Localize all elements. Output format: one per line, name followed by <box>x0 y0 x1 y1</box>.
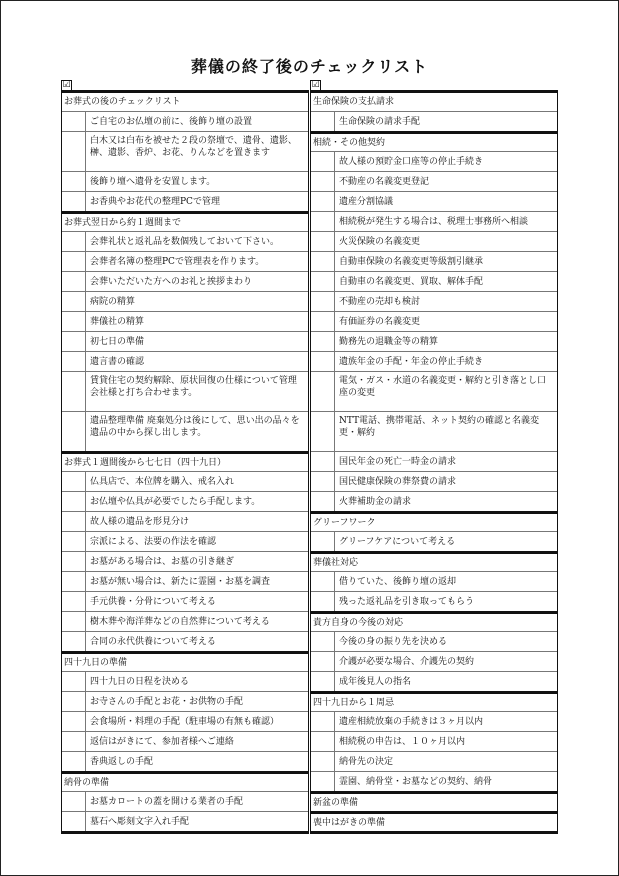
checklist-item-text: 納骨先の決定 <box>339 757 394 767</box>
check-icon: ☑ <box>311 79 320 90</box>
checklist-item-text: 返信はがきにて、参加者様へご連絡 <box>90 737 234 747</box>
checkbox-cell[interactable] <box>311 772 335 791</box>
section-heading: 相続・その他契約 <box>311 132 557 151</box>
checklist-row <box>62 751 308 771</box>
section-heading: 納骨の準備 <box>62 772 308 791</box>
checkbox-cell[interactable] <box>311 152 335 171</box>
checkbox-cell[interactable] <box>62 372 86 411</box>
checkbox-cell[interactable] <box>62 252 86 271</box>
checkbox-cell[interactable] <box>62 472 86 491</box>
checklist-row <box>62 711 308 731</box>
checklist-section <box>310 792 558 812</box>
checklist-row <box>62 631 308 651</box>
checklist-item-text: お墓カロートの蓋を開ける業者の手配 <box>90 797 244 807</box>
checkbox-cell[interactable] <box>62 172 86 191</box>
checkbox-cell[interactable] <box>311 752 335 771</box>
checklist-section <box>310 512 558 552</box>
section-heading: お葬式翌日から約１週間まで <box>62 212 308 231</box>
checkbox-cell[interactable] <box>62 512 86 531</box>
checkbox-cell[interactable] <box>311 732 335 751</box>
checklist-row <box>62 791 308 811</box>
checklist-row <box>62 251 308 271</box>
checklist-section <box>310 812 558 832</box>
checkbox-cell[interactable] <box>311 212 335 231</box>
checklist-item-text: 成年後見人の指名 <box>339 677 412 687</box>
checkbox-cell[interactable] <box>311 292 335 311</box>
checklist-item-text: 香典返しの手配 <box>90 757 154 767</box>
section-heading: 四十九日から１周忌 <box>311 692 557 711</box>
checklist-item-text: 宗派による、法要の作法を確認 <box>90 537 217 547</box>
left-column <box>61 79 309 834</box>
checklist-section <box>61 652 309 772</box>
checklist-row <box>311 251 557 271</box>
section-heading: 生命保険の支払請求 <box>311 92 557 111</box>
checklist-row <box>62 371 308 411</box>
section-heading: 喪中はがきの準備 <box>311 812 557 831</box>
checklist-table <box>310 91 558 834</box>
checkbox-cell[interactable] <box>311 272 335 291</box>
checklist-row <box>62 111 308 131</box>
checkbox-cell[interactable] <box>62 532 86 551</box>
checklist-row <box>311 571 557 591</box>
checklist-item-text: 四十九日の日程を決める <box>90 677 190 687</box>
header-rule <box>321 79 558 91</box>
checkbox-cell[interactable] <box>62 332 86 351</box>
checklist-item-text: 会葬いただいた方へのお礼と挨拶まわり <box>90 277 253 287</box>
checkbox-cell[interactable] <box>62 632 86 651</box>
header-rule <box>72 79 309 91</box>
checklist-row <box>62 731 308 751</box>
checklist-item-text: 不動産の売却も検討 <box>339 297 421 307</box>
checklist-item-text: お墓がある場合は、お墓の引き継ぎ <box>90 557 235 567</box>
checklist-item-text: ご自宅のお仏壇の前に、後飾り壇の設置 <box>90 117 253 127</box>
checklist-item-text: 残った返礼品を引き取ってもらう <box>339 597 475 607</box>
checklist-item-text: NTT電話、携帯電話、ネット契約の確認と名義変更・解約 <box>339 416 540 438</box>
checklist-row <box>311 311 557 331</box>
checklist-item-text: 遺言書の確認 <box>90 357 145 367</box>
checklist-section <box>61 452 309 652</box>
checklist-item-text: 病院の精算 <box>90 297 136 307</box>
checkbox-cell[interactable] <box>62 192 86 211</box>
checkbox-cell[interactable] <box>62 272 86 291</box>
checklist-row <box>62 271 308 291</box>
section-heading: 貴方自身の今後の対応 <box>311 612 557 631</box>
checklist-row <box>62 671 308 691</box>
checklist-row <box>311 471 557 491</box>
checkbox-cell[interactable] <box>311 172 335 191</box>
checklist-item-text: 遺族年金の手配・年金の停止手続き <box>339 357 484 367</box>
checklist-item-text: 自動車の名義変更、買取、解体手配 <box>339 277 484 287</box>
checklist-row <box>62 471 308 491</box>
checkbox-cell[interactable] <box>311 112 335 131</box>
checklist-row <box>62 131 308 171</box>
checkbox-cell[interactable] <box>62 752 86 771</box>
checklist-item-text: 墓石へ彫刻文字入れ手配 <box>90 817 190 827</box>
checklist-item-text: 手元供養・分骨について考える <box>90 597 216 607</box>
section-heading: グリーフワーク <box>311 512 557 531</box>
checklist-item-text: 遺品整理準備 廃棄処分は後にして、思い出の品々を遺品の中から探し出します。 <box>90 416 300 438</box>
checklist-item-text: 国民健康保険の葬祭費の請求 <box>339 477 457 487</box>
checkbox-cell[interactable] <box>311 232 335 251</box>
checklist-item-text: 電気・ガス・水道の名義変更・解約と引き落とし口座の変更 <box>339 376 547 398</box>
checklist-row <box>311 771 557 791</box>
checklist-row <box>311 631 557 651</box>
checklist-row <box>311 591 557 611</box>
checklist-item-text: 相続税の申告は、１０ヶ月以内 <box>339 737 466 747</box>
checkbox-cell[interactable] <box>311 672 335 691</box>
checklist-row <box>62 571 308 591</box>
checkbox-cell[interactable] <box>311 712 335 731</box>
checkbox-cell[interactable] <box>62 672 86 691</box>
checklist-row <box>62 591 308 611</box>
check-icon: ☑ <box>62 79 71 90</box>
checklist-item-text: 会食場所・料理の手配（駐車場の有無も確認） <box>90 717 280 727</box>
checklist-row <box>62 511 308 531</box>
checklist-section <box>310 552 558 612</box>
checklist-section <box>310 692 558 792</box>
checkbox-cell[interactable] <box>311 332 335 351</box>
checkbox-cell[interactable] <box>311 372 335 411</box>
checklist-row <box>62 291 308 311</box>
checklist-row <box>311 191 557 211</box>
checklist-item-text: 仏具店で、本位牌を購入、戒名入れ <box>90 477 234 487</box>
checklist-section <box>61 212 309 452</box>
checklist-item-text: お墓が無い場合は、新たに霊園・お墓を調査 <box>90 577 271 587</box>
checkbox-cell[interactable] <box>62 352 86 371</box>
right-column <box>310 79 558 834</box>
checklist-item-text: 故人様の預貯金口座等の停止手続き <box>339 157 484 167</box>
checkbox-cell[interactable] <box>62 232 86 251</box>
checklist-row <box>311 451 557 471</box>
checklist-row <box>62 811 308 831</box>
checklist-row <box>311 651 557 671</box>
checklist-row <box>62 691 308 711</box>
checkbox-cell[interactable] <box>62 412 86 451</box>
checklist-row <box>311 331 557 351</box>
checklist-row <box>311 111 557 131</box>
checklist-item-text: 相続税が発生する場合は、税理士事務所へ相談 <box>339 217 529 227</box>
checklist-section <box>310 91 558 132</box>
checklist-row <box>311 711 557 731</box>
section-heading: 新盆の準備 <box>311 792 557 811</box>
checkbox-cell[interactable] <box>62 552 86 571</box>
checklist-item-text: お香典やお花代の整理PCで管理 <box>90 197 220 207</box>
section-heading: お葬式１週間後から七七日（四十九日） <box>62 452 308 471</box>
checklist-item-text: 賃貸住宅の契約解除、原状回復の仕様について管理会社様と打ち合わせます。 <box>90 376 297 398</box>
checklist-item-text: 会葬者名簿の整理PCで管理表を作ります。 <box>90 257 265 267</box>
checklist-item-text: 国民年金の死亡一時金の請求 <box>339 457 457 467</box>
checklist-row <box>311 151 557 171</box>
checklist-row <box>311 411 557 451</box>
checklist-row <box>311 171 557 191</box>
checklist-row <box>62 611 308 631</box>
checkbox-cell[interactable] <box>311 532 335 551</box>
section-heading: 四十九日の準備 <box>62 652 308 671</box>
checkbox-cell[interactable] <box>62 572 86 591</box>
checkbox-cell[interactable] <box>311 592 335 611</box>
checklist-section <box>61 772 309 832</box>
checklist-row <box>311 731 557 751</box>
checklist-item-text: 不動産の名義変更登記 <box>339 177 430 187</box>
checklist-row <box>311 231 557 251</box>
checkbox-cell[interactable] <box>62 812 86 831</box>
checklist-section <box>61 91 309 212</box>
checkbox-cell[interactable] <box>311 352 335 371</box>
checklist-item-text: 火葬補助金の請求 <box>339 497 412 507</box>
checklist-item-text: 遺産相続放棄の手続きは３ヶ月以内 <box>339 717 484 727</box>
checklist-row <box>311 531 557 551</box>
checklist-row <box>311 371 557 411</box>
checkbox-cell[interactable] <box>62 732 86 751</box>
checkbox-cell[interactable] <box>62 792 86 811</box>
checklist-item-text: 自動車保険の名義変更等級割引継承 <box>339 257 484 267</box>
checklist-row <box>62 231 308 251</box>
checklist-item-text: 介護が必要な場合、介護先の契約 <box>339 657 475 667</box>
checkbox-cell[interactable] <box>311 472 335 491</box>
checklist-row <box>311 351 557 371</box>
checkbox-cell[interactable] <box>62 692 86 711</box>
checkbox-cell[interactable] <box>62 112 86 131</box>
checklist-row <box>62 351 308 371</box>
checklist-item-text: 生命保険の請求手配 <box>339 117 421 127</box>
checklist-item-text: お仏壇や仏具が必要でしたら手配します。 <box>90 497 261 507</box>
checklist-item-text: 借りていた、後飾り壇の返却 <box>339 577 457 587</box>
checklist-item-text: グリーフケアについて考える <box>339 537 456 547</box>
checklist-item-text: 遺産分割協議 <box>339 197 394 207</box>
checkbox-cell[interactable] <box>62 612 86 631</box>
section-heading: お葬式の後のチェックリスト <box>62 92 308 111</box>
checkbox-cell[interactable] <box>311 192 335 211</box>
checklist-item-text: 白木又は白布を被せた２段の祭壇で、遺骨、遺影、榊、遺影、香炉、お花、りんなどを置きます <box>90 136 297 158</box>
checklist-row <box>62 171 308 191</box>
checklist-row <box>311 291 557 311</box>
checklist-item-text: 樹木葬や海洋葬などの自然葬について考える <box>90 617 270 627</box>
checkbox-cell[interactable] <box>311 452 335 471</box>
checkbox-cell[interactable] <box>62 492 86 511</box>
checkbox-cell[interactable] <box>311 652 335 671</box>
checklist-row <box>62 311 308 331</box>
checklist-item-text: 初七日の準備 <box>90 337 145 347</box>
checklist-table <box>61 91 309 834</box>
checklist-row <box>62 191 308 211</box>
checklist-row <box>311 271 557 291</box>
checklist-item-text: 今後の身の振り先を決める <box>339 637 448 647</box>
checkbox-cell[interactable] <box>62 712 86 731</box>
section-heading: 葬儀社対応 <box>311 552 557 571</box>
checkbox-cell[interactable] <box>311 312 335 331</box>
page-title: 葬儀の終了後のチェックリスト <box>190 57 429 76</box>
checklist-item-text: 霊園、納骨堂・お墓などの契約、納骨 <box>339 777 493 787</box>
checkbox-cell[interactable] <box>62 292 86 311</box>
checkbox-cell[interactable] <box>62 592 86 611</box>
checklist-item-text: 葬儀社の精算 <box>90 317 145 327</box>
checklist-section <box>310 132 558 512</box>
checklist-row <box>311 751 557 771</box>
checklist-row <box>62 411 308 451</box>
checklist-item-text: お寺さんの手配とお花・お供物の手配 <box>90 697 244 707</box>
checklist-item-text: 勤務先の退職金等の精算 <box>339 337 439 347</box>
check-header <box>310 79 558 91</box>
checklist-item-text: 故人様の遺品を形見分け <box>90 517 190 527</box>
checklist-row <box>62 551 308 571</box>
checkbox-cell[interactable] <box>62 132 86 171</box>
checklist-item-text: 後飾り壇へ遺骨を安置します。 <box>90 177 216 187</box>
checkbox-cell[interactable] <box>311 412 335 451</box>
checklist-row <box>62 531 308 551</box>
checklist-row <box>311 211 557 231</box>
checkbox-cell[interactable] <box>311 572 335 591</box>
checklist-row <box>311 671 557 691</box>
checkbox-cell[interactable] <box>62 312 86 331</box>
checkbox-cell[interactable] <box>311 632 335 651</box>
checklist-section <box>310 612 558 692</box>
checkbox-cell[interactable] <box>311 252 335 271</box>
checkbox-cell[interactable] <box>311 492 335 511</box>
checklist-item-text: 有価証券の名義変更 <box>339 317 421 327</box>
check-header <box>61 79 309 91</box>
checklist-row <box>62 491 308 511</box>
checklist-item-text: 会葬礼状と返礼品を数個残しておいて下さい。 <box>90 237 280 247</box>
checklist-row <box>62 331 308 351</box>
checklist-row <box>311 491 557 511</box>
checklist-item-text: 火災保険の名義変更 <box>339 237 421 247</box>
checklist-item-text: 合同の永代供養について考える <box>90 637 216 647</box>
